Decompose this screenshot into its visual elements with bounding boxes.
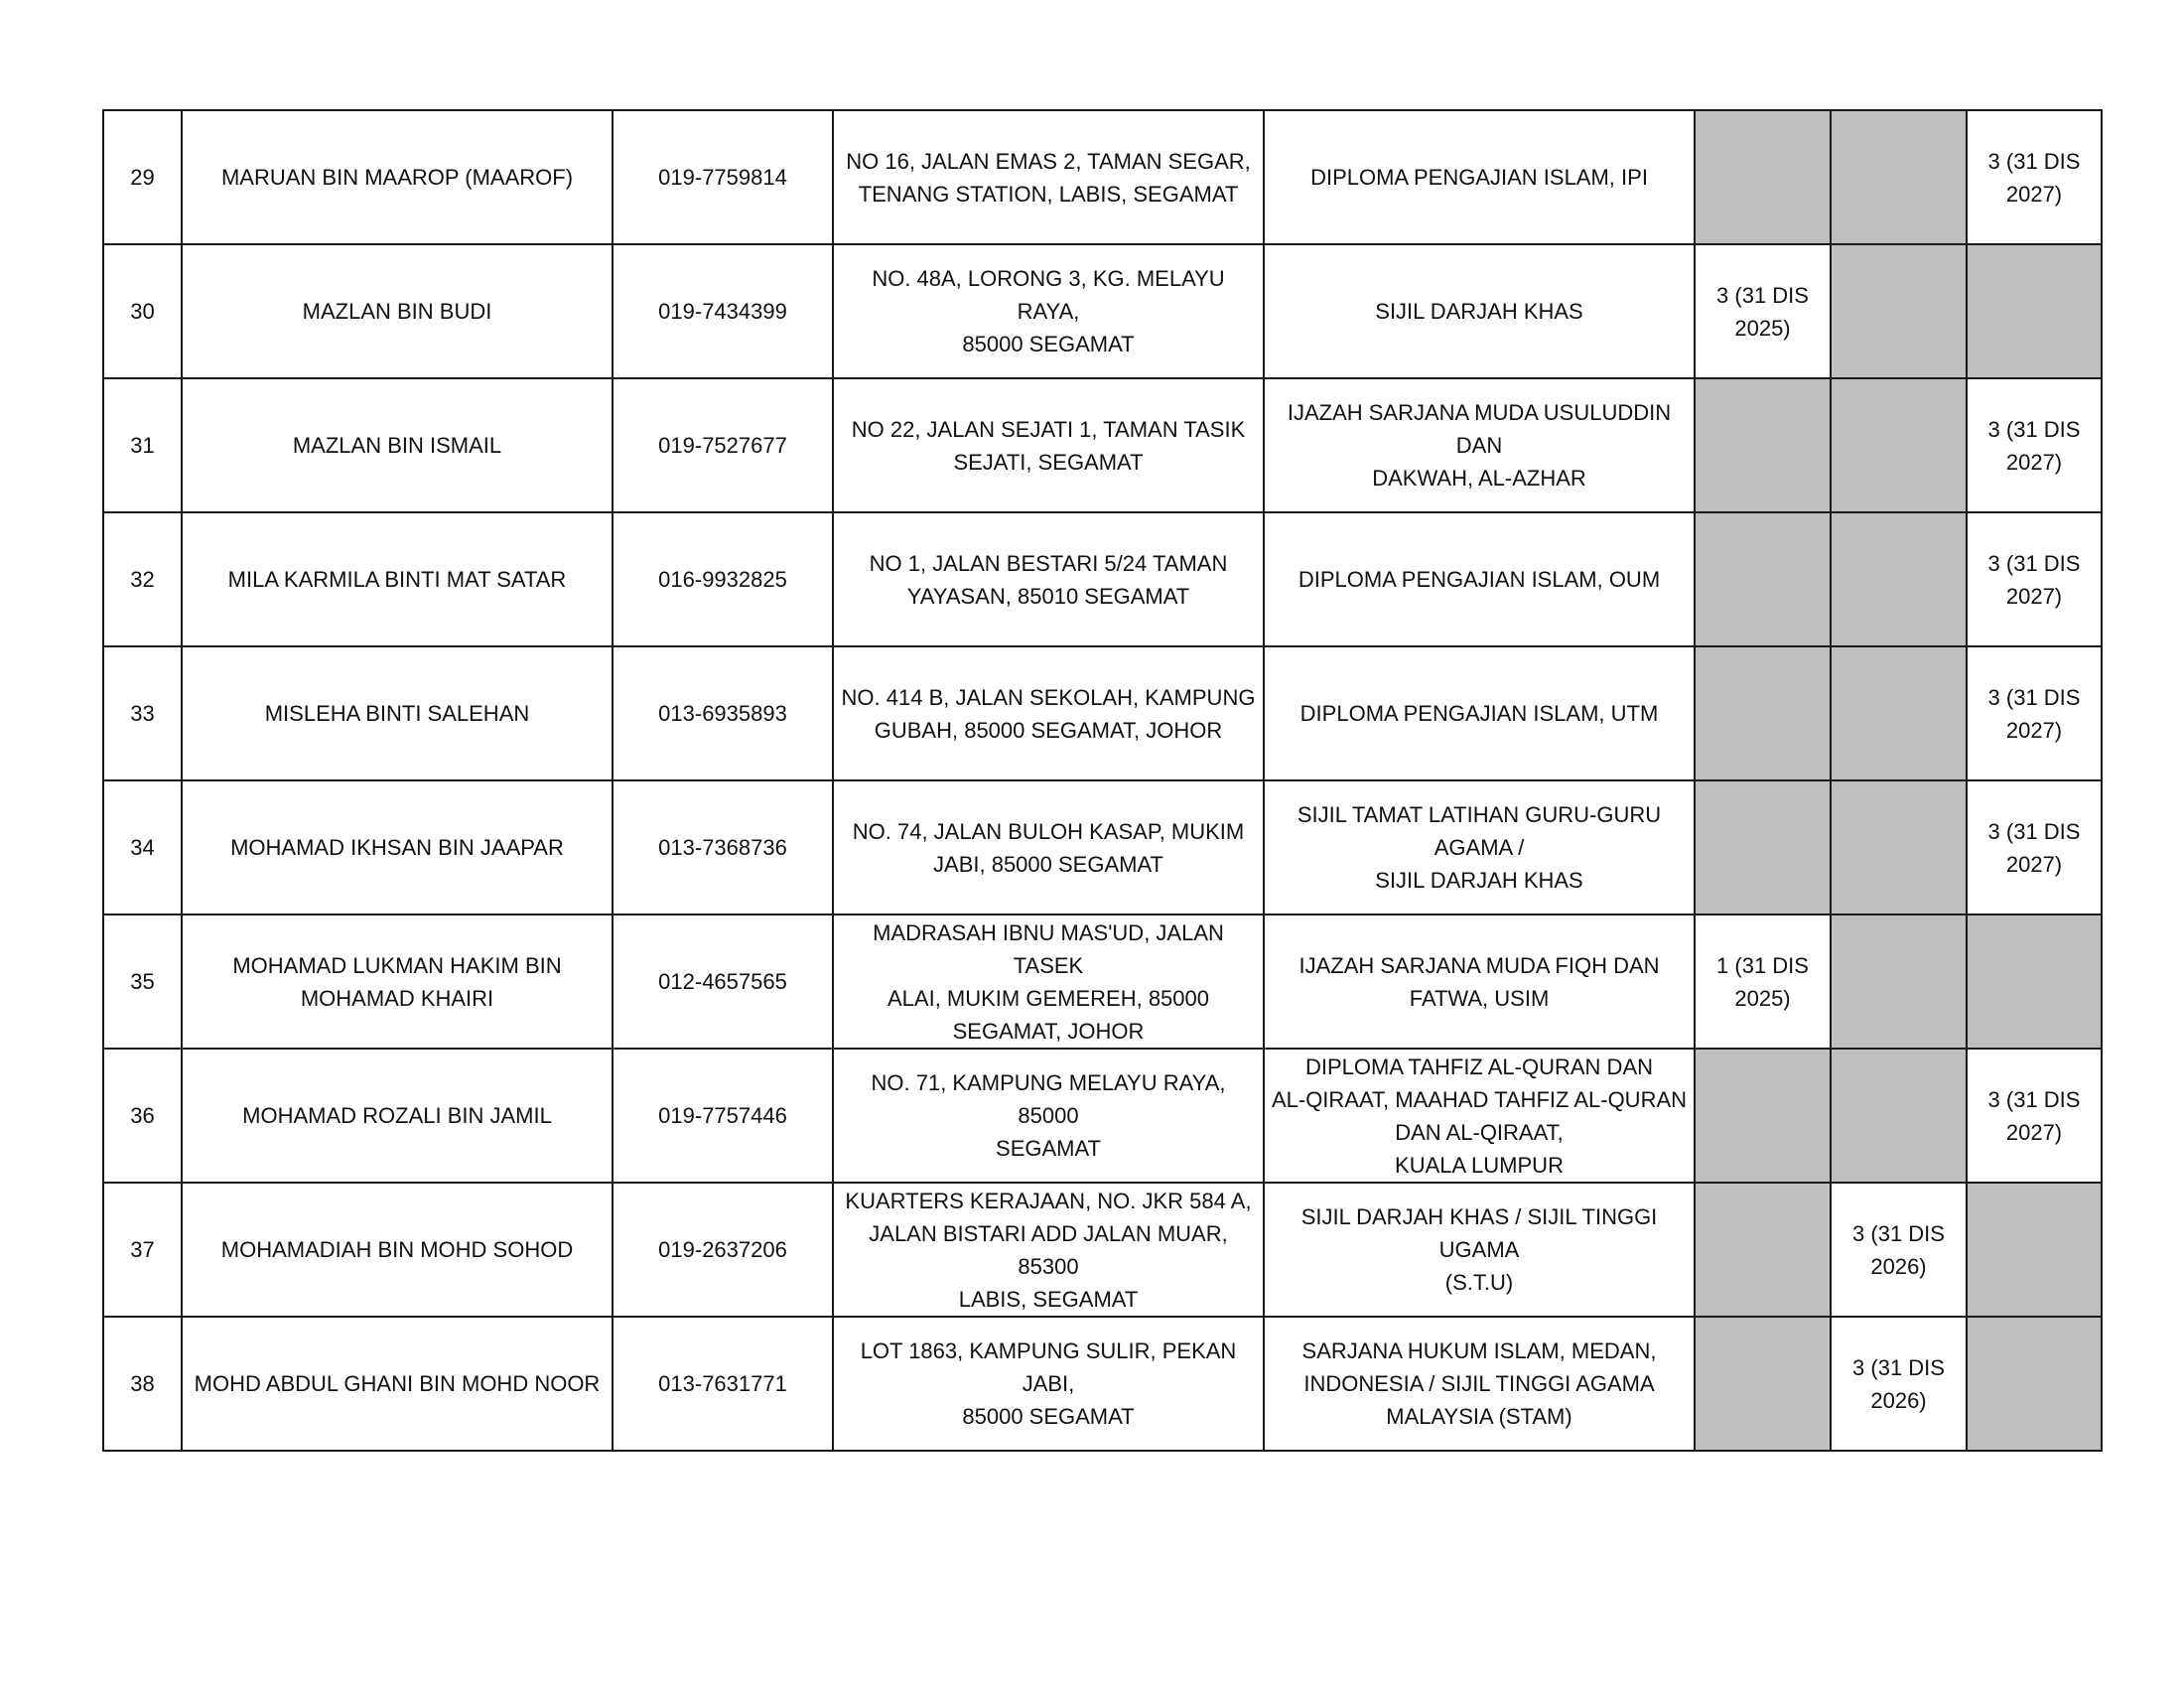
phone-cell: 019-7757446 bbox=[613, 1049, 833, 1183]
address-cell: NO. 48A, LORONG 3, KG. MELAYU RAYA, 85000 SEGAMAT bbox=[833, 244, 1264, 378]
term-2027-cell bbox=[1967, 1183, 2102, 1317]
address-cell: NO. 71, KAMPUNG MELAYU RAYA, 85000 SEGAMAT bbox=[833, 1049, 1264, 1183]
name-cell: MISLEHA BINTI SALEHAN bbox=[182, 646, 613, 780]
term-2027-cell: 3 (31 DIS 2027) bbox=[1967, 1049, 2102, 1183]
table-row bbox=[103, 914, 2102, 1049]
name-cell: MOHAMAD IKHSAN BIN JAAPAR bbox=[182, 780, 613, 914]
phone-cell: 013-7368736 bbox=[613, 780, 833, 914]
qualification-cell: SIJIL DARJAH KHAS bbox=[1264, 244, 1695, 378]
qualification-cell: SARJANA HUKUM ISLAM, MEDAN, INDONESIA / SIJIL TINGGI AGAMA MALAYSIA (STAM) bbox=[1264, 1317, 1695, 1451]
phone-cell: 019-7527677 bbox=[613, 378, 833, 512]
row-number-cell: 31 bbox=[103, 378, 182, 512]
term-2027-cell bbox=[1967, 1317, 2102, 1451]
register-table bbox=[102, 109, 2103, 1452]
term-2025-cell bbox=[1695, 1049, 1831, 1183]
table-row bbox=[103, 1049, 2102, 1183]
term-2027-cell: 3 (31 DIS 2027) bbox=[1967, 780, 2102, 914]
name-cell: MAZLAN BIN ISMAIL bbox=[182, 378, 613, 512]
phone-cell: 019-7434399 bbox=[613, 244, 833, 378]
table-row bbox=[103, 512, 2102, 646]
name-cell: MILA KARMILA BINTI MAT SATAR bbox=[182, 512, 613, 646]
address-cell: NO 22, JALAN SEJATI 1, TAMAN TASIK SEJATI, SEGAMAT bbox=[833, 378, 1264, 512]
term-2027-cell bbox=[1967, 244, 2102, 378]
row-number-cell: 35 bbox=[103, 914, 182, 1049]
term-2025-cell bbox=[1695, 646, 1831, 780]
row-number-cell: 38 bbox=[103, 1317, 182, 1451]
term-2025-cell bbox=[1695, 1317, 1831, 1451]
qualification-cell: SIJIL TAMAT LATIHAN GURU-GURU AGAMA / SIJIL DARJAH KHAS bbox=[1264, 780, 1695, 914]
term-2027-cell bbox=[1967, 914, 2102, 1049]
table-row bbox=[103, 110, 2102, 244]
table-row bbox=[103, 646, 2102, 780]
qualification-cell: IJAZAH SARJANA MUDA FIQH DAN FATWA, USIM bbox=[1264, 914, 1695, 1049]
term-2027-cell: 3 (31 DIS 2027) bbox=[1967, 378, 2102, 512]
phone-cell: 013-6935893 bbox=[613, 646, 833, 780]
term-2027-cell: 3 (31 DIS 2027) bbox=[1967, 646, 2102, 780]
term-2025-cell bbox=[1695, 512, 1831, 646]
table-row bbox=[103, 1317, 2102, 1451]
term-2026-cell bbox=[1831, 646, 1967, 780]
address-cell: KUARTERS KERAJAAN, NO. JKR 584 A, JALAN BISTARI ADD JALAN MUAR, 85300 LABIS, SEGAMAT bbox=[833, 1183, 1264, 1317]
register-table-body bbox=[103, 110, 2102, 1451]
term-2026-cell bbox=[1831, 914, 1967, 1049]
term-2027-cell: 3 (31 DIS 2027) bbox=[1967, 110, 2102, 244]
name-cell: MAZLAN BIN BUDI bbox=[182, 244, 613, 378]
name-cell: MOHAMAD ROZALI BIN JAMIL bbox=[182, 1049, 613, 1183]
row-number-cell: 29 bbox=[103, 110, 182, 244]
address-cell: NO 1, JALAN BESTARI 5/24 TAMAN YAYASAN, 85010 SEGAMAT bbox=[833, 512, 1264, 646]
row-number-cell: 36 bbox=[103, 1049, 182, 1183]
term-2025-cell bbox=[1695, 1183, 1831, 1317]
row-number-cell: 32 bbox=[103, 512, 182, 646]
table-row bbox=[103, 780, 2102, 914]
term-2026-cell bbox=[1831, 512, 1967, 646]
table-row bbox=[103, 1183, 2102, 1317]
term-2025-cell bbox=[1695, 780, 1831, 914]
phone-cell: 013-7631771 bbox=[613, 1317, 833, 1451]
address-cell: NO 16, JALAN EMAS 2, TAMAN SEGAR, TENANG STATION, LABIS, SEGAMAT bbox=[833, 110, 1264, 244]
address-cell: NO. 414 B, JALAN SEKOLAH, KAMPUNG GUBAH, 85000 SEGAMAT, JOHOR bbox=[833, 646, 1264, 780]
qualification-cell: SIJIL DARJAH KHAS / SIJIL TINGGI UGAMA (S.T.U) bbox=[1264, 1183, 1695, 1317]
row-number-cell: 33 bbox=[103, 646, 182, 780]
table-row bbox=[103, 378, 2102, 512]
term-2025-cell bbox=[1695, 110, 1831, 244]
term-2026-cell: 3 (31 DIS 2026) bbox=[1831, 1183, 1967, 1317]
row-number-cell: 37 bbox=[103, 1183, 182, 1317]
phone-cell: 019-7759814 bbox=[613, 110, 833, 244]
name-cell: MOHD ABDUL GHANI BIN MOHD NOOR bbox=[182, 1317, 613, 1451]
term-2026-cell bbox=[1831, 1049, 1967, 1183]
qualification-cell: DIPLOMA PENGAJIAN ISLAM, IPI bbox=[1264, 110, 1695, 244]
phone-cell: 019-2637206 bbox=[613, 1183, 833, 1317]
term-2026-cell: 3 (31 DIS 2026) bbox=[1831, 1317, 1967, 1451]
qualification-cell: DIPLOMA PENGAJIAN ISLAM, UTM bbox=[1264, 646, 1695, 780]
term-2026-cell bbox=[1831, 110, 1967, 244]
address-cell: MADRASAH IBNU MAS'UD, JALAN TASEK ALAI, MUKIM GEMEREH, 85000 SEGAMAT, JOHOR bbox=[833, 914, 1264, 1049]
qualification-cell: DIPLOMA TAHFIZ AL-QURAN DAN AL-QIRAAT, MAAHAD TAHFIZ AL-QURAN DAN AL-QIRAAT, KUALA LUMPUR bbox=[1264, 1049, 1695, 1183]
term-2025-cell bbox=[1695, 378, 1831, 512]
term-2027-cell: 3 (31 DIS 2027) bbox=[1967, 512, 2102, 646]
term-2026-cell bbox=[1831, 378, 1967, 512]
name-cell: MARUAN BIN MAAROP (MAAROF) bbox=[182, 110, 613, 244]
name-cell: MOHAMAD LUKMAN HAKIM BIN MOHAMAD KHAIRI bbox=[182, 914, 613, 1049]
qualification-cell: DIPLOMA PENGAJIAN ISLAM, OUM bbox=[1264, 512, 1695, 646]
address-cell: LOT 1863, KAMPUNG SULIR, PEKAN JABI, 85000 SEGAMAT bbox=[833, 1317, 1264, 1451]
row-number-cell: 34 bbox=[103, 780, 182, 914]
qualification-cell: IJAZAH SARJANA MUDA USULUDDIN DAN DAKWAH, AL-AZHAR bbox=[1264, 378, 1695, 512]
name-cell: MOHAMADIAH BIN MOHD SOHOD bbox=[182, 1183, 613, 1317]
term-2026-cell bbox=[1831, 244, 1967, 378]
phone-cell: 016-9932825 bbox=[613, 512, 833, 646]
term-2026-cell bbox=[1831, 780, 1967, 914]
table-row bbox=[103, 244, 2102, 378]
term-2025-cell: 1 (31 DIS 2025) bbox=[1695, 914, 1831, 1049]
term-2025-cell: 3 (31 DIS 2025) bbox=[1695, 244, 1831, 378]
row-number-cell: 30 bbox=[103, 244, 182, 378]
address-cell: NO. 74, JALAN BULOH KASAP, MUKIM JABI, 85000 SEGAMAT bbox=[833, 780, 1264, 914]
phone-cell: 012-4657565 bbox=[613, 914, 833, 1049]
